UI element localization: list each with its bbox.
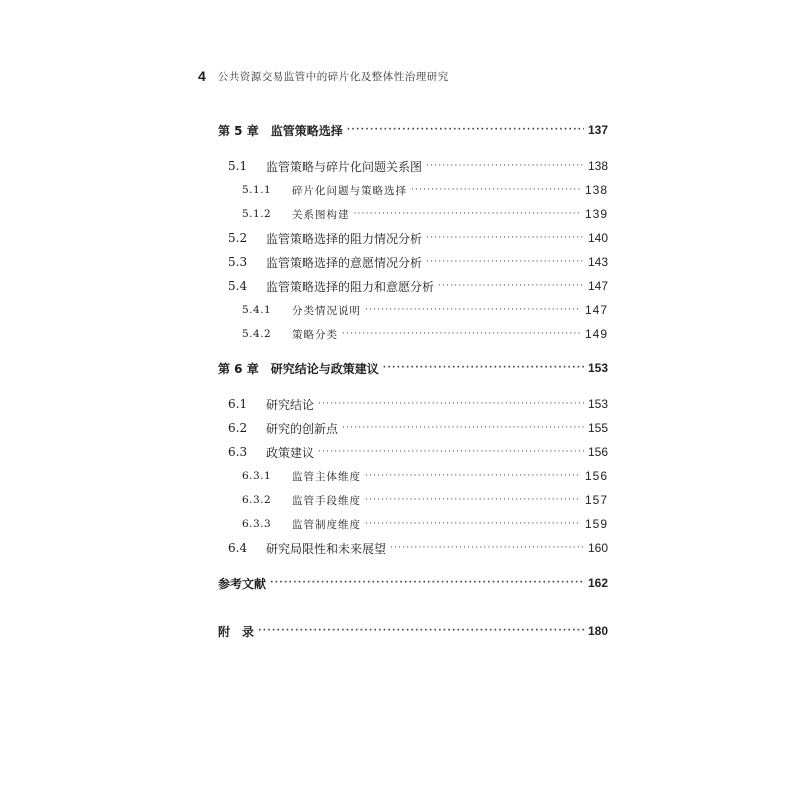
toc-chapter-5[interactable] xyxy=(218,120,608,140)
leader-dots xyxy=(342,418,584,438)
page-number: 137 xyxy=(587,123,608,137)
toc-subsection-6-3-3[interactable] xyxy=(242,514,608,534)
section-title: 监管策略选择的意愿情况分析 xyxy=(266,255,423,270)
leader-dots xyxy=(354,204,581,224)
toc-subsection-5-1-1[interactable] xyxy=(242,180,608,200)
toc-subsection-5-1-2[interactable] xyxy=(242,204,608,224)
page-number: 140 xyxy=(587,231,608,245)
section-number: 5.1 xyxy=(228,159,248,173)
toc-subsection-6-3-2[interactable] xyxy=(242,490,608,510)
subsection-title: 策略分类 xyxy=(292,328,338,341)
section-number: 6.1 xyxy=(228,397,248,411)
section-title: 监管策略与碎片化问题关系图 xyxy=(266,159,423,174)
page-number: 138 xyxy=(587,159,608,173)
subsection-number: 5.4.1 xyxy=(242,304,272,316)
subsection-number: 5.4.2 xyxy=(242,328,272,340)
leader-dots xyxy=(258,621,584,641)
toc-section-5-1[interactable] xyxy=(228,156,608,176)
page-number: 153 xyxy=(587,361,608,375)
page-number: 180 xyxy=(587,624,608,638)
page-number: 147 xyxy=(587,279,608,293)
subsection-title: 碎片化问题与策略选择 xyxy=(292,184,407,197)
leader-dots xyxy=(411,180,581,200)
leader-dots xyxy=(365,514,581,534)
page-number: 156 xyxy=(584,469,608,483)
section-title: 研究的创新点 xyxy=(266,421,339,436)
references-title: 参考文献 xyxy=(218,576,267,591)
section-title: 研究结论 xyxy=(266,397,315,412)
section-number: 5.3 xyxy=(228,255,248,269)
page-number: 155 xyxy=(587,421,608,435)
section-title: 监管策略选择的阻力和意愿分析 xyxy=(266,279,435,294)
section-number: 6.4 xyxy=(228,541,248,555)
section-number: 6.3 xyxy=(228,445,248,459)
page-number: 160 xyxy=(587,541,608,555)
header-book-title: 公共资源交易监管中的碎片化及整体性治理研究 xyxy=(217,70,449,83)
section-number: 6.2 xyxy=(228,421,248,435)
page-number: 147 xyxy=(584,303,608,317)
toc-section-6-3[interactable] xyxy=(228,442,608,462)
chapter-number: 第 5 章 xyxy=(218,123,259,138)
toc-subsection-6-3-1[interactable] xyxy=(242,466,608,486)
page-number: 149 xyxy=(584,327,608,341)
toc-section-5-3[interactable] xyxy=(228,252,608,272)
subsection-number: 6.3.3 xyxy=(242,518,272,530)
toc-section-5-4[interactable] xyxy=(228,276,608,296)
page-number: 153 xyxy=(587,397,608,411)
leader-dots xyxy=(342,324,581,344)
leader-dots xyxy=(270,573,584,593)
page-number: 159 xyxy=(584,517,608,531)
toc-section-5-2[interactable] xyxy=(228,228,608,248)
header-page-number: 4 xyxy=(198,68,206,84)
section-title: 研究局限性和未来展望 xyxy=(266,541,387,556)
leader-dots xyxy=(383,358,584,378)
leader-dots xyxy=(426,252,584,272)
toc-appendix[interactable] xyxy=(218,621,608,641)
subsection-title: 监管手段维度 xyxy=(292,494,361,507)
leader-dots xyxy=(365,490,581,510)
leader-dots xyxy=(365,300,581,320)
toc-section-6-1[interactable] xyxy=(228,394,608,414)
leader-dots xyxy=(390,538,584,558)
section-title: 监管策略选择的阻力情况分析 xyxy=(266,231,423,246)
appendix-title: 附 录 xyxy=(218,624,255,639)
page-number: 143 xyxy=(587,255,608,269)
subsection-title: 监管制度维度 xyxy=(292,518,361,531)
page-number: 162 xyxy=(587,576,608,590)
subsection-number: 5.1.2 xyxy=(242,208,272,220)
leader-dots xyxy=(426,156,584,176)
chapter-title: 研究结论与政策建议 xyxy=(270,361,379,376)
toc-references[interactable] xyxy=(218,573,608,593)
toc-subsection-5-4-1[interactable] xyxy=(242,300,608,320)
leader-dots xyxy=(347,120,584,140)
toc-chapter-6[interactable] xyxy=(218,358,608,378)
toc-subsection-5-4-2[interactable] xyxy=(242,324,608,344)
leader-dots xyxy=(438,276,584,296)
page-number: 139 xyxy=(584,207,608,221)
subsection-number: 6.3.2 xyxy=(242,494,272,506)
page-number: 157 xyxy=(584,493,608,507)
leader-dots xyxy=(365,466,581,486)
subsection-title: 监管主体维度 xyxy=(292,470,361,483)
leader-dots xyxy=(426,228,584,248)
subsection-title: 分类情况说明 xyxy=(292,304,361,317)
page-number: 156 xyxy=(587,445,608,459)
subsection-number: 5.1.1 xyxy=(242,184,272,196)
section-number: 5.2 xyxy=(228,231,248,245)
leader-dots xyxy=(318,442,584,462)
page-number: 138 xyxy=(584,183,608,197)
chapter-title: 监管策略选择 xyxy=(270,123,343,138)
subsection-title: 关系图构建 xyxy=(292,208,350,221)
section-title: 政策建议 xyxy=(266,445,315,460)
section-number: 5.4 xyxy=(228,279,248,293)
leader-dots xyxy=(318,394,584,414)
chapter-number: 第 6 章 xyxy=(218,361,259,376)
toc-section-6-2[interactable] xyxy=(228,418,608,438)
subsection-number: 6.3.1 xyxy=(242,470,272,482)
toc-section-6-4[interactable] xyxy=(228,538,608,558)
